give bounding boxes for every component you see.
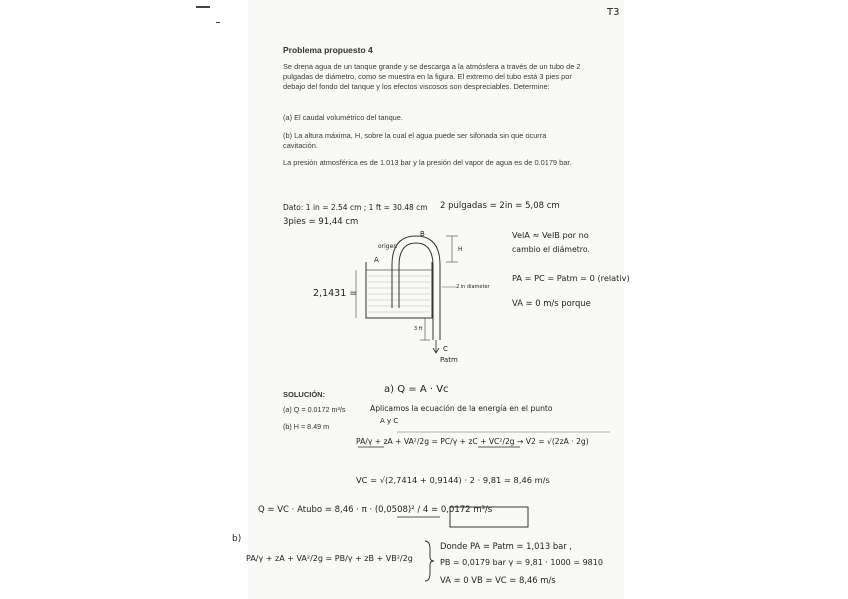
solution-label: SOLUCIÓN: [283,390,326,399]
part-b-equation: PA/γ + zA + VA²/2g = PB/γ + zB + VB²/2g [246,554,413,563]
figure-origin-label: origen [378,243,398,250]
problem-statement: Se drena agua de un tanque grande y se descarga a la atmósfera a través de un tubo de 2 pulgadas de diámetro, como se muestra en la figura. El extremo del tubo está 3 pies por debajo del fondo del tanque y los efectos viscosos son despreciables. Determine: [283,62,581,91]
where-line-3: VA = 0 VB = VC = 8,46 m/s [440,575,556,585]
data-conversion: Dato: 1 in = 2.54 cm ; 1 ft = 30.48 cm [283,203,428,212]
where-line-2: PB = 0,0179 bar γ = 9,81 · 1000 = 9810 [440,558,603,567]
page-corner-label: T3 [607,7,620,18]
flow-rate-result: Q = VC · Atubo = 8,46 · π · (0,0508)² / 4 = 0,0172 m³/s [258,505,493,515]
energy-equation-intro: Aplicamos la ecuación de la energía en el punto [370,404,553,413]
note-va: VA = 0 m/s porque [512,298,591,308]
patm-label: Patm [440,356,458,364]
energy-equation: PA/γ + zA + VA²/2g = PC/γ + zC + VC²/2g → V2 = √(2zA · 2g) [356,437,589,446]
note-diameter: cambio el diámetro. [512,245,590,254]
question-b: (b) La altura máxima, H, sobre la cual el agua puede ser sifonada sin que ocurra cavitación. [283,131,547,150]
part-a-equation: a) Q = A · Vc [384,384,449,395]
feet-conversion: 3pies = 91,44 cm [283,217,359,227]
figure-label-diameter: 2 in diameter [456,284,490,290]
answer-a: (a) Q = 0.0172 m³/s [283,405,346,414]
given-conditions: La presión atmosférica es de 1.013 bar y la presión del vapor de agua es de 0.0179 bar. [283,158,572,167]
points-a-c: A y C [380,417,399,425]
diameter-conversion: 2 pulgadas = 2in = 5,08 cm [440,201,560,211]
velocity-result: VC = √(2,7414 + 0,9144) · 2 · 9,81 = 8,46 m/s [356,475,550,485]
figure-label-a: A [374,256,379,264]
note-pressure: PA = PC = Patm = 0 (relativ) [512,273,630,283]
question-a: (a) El caudal volumétrico del tanque. [283,113,403,122]
figure-label-b: B [420,230,425,238]
where-line-1: Donde PA = Patm = 1,013 bar , [440,541,573,551]
figure-label-3ft: 3 ft [414,326,423,332]
figure-label-c: C [443,345,448,353]
figure-label-h: H [458,246,463,253]
problem-title: Problema propuesto 4 [283,45,373,55]
height-label: 2,1431 = [313,288,358,299]
part-b-label: b) [232,534,242,544]
answer-b: (b) H = 8.49 m [283,422,330,431]
note-velocity: VelA ≈ VelB por no [512,230,589,240]
